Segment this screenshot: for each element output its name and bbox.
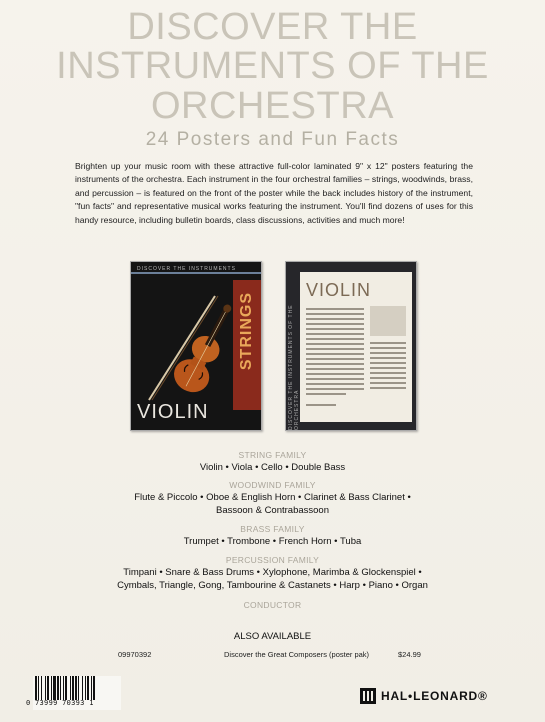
barcode-bar [60,676,61,700]
barcode-bar [75,676,77,700]
percussion-family-list-2: Cymbals, Triangle, Gong, Tambourine & Castanets • Harp • Piano • Organ [117,580,428,591]
barcode-number: 0 73999 70393 1 [26,699,94,707]
woodwind-family-list-2: Bassoon & Contrabassoon [215,505,330,516]
barcode-bar [82,676,83,700]
title-line-2: INSTRUMENTS OF THE [56,45,489,87]
poster-front-series: DISCOVER THE INSTRUMENTS [137,266,236,272]
poster-front-image [130,261,262,431]
also-available-description: Discover the Great Composers (poster pak) [224,650,370,659]
barcode-bar [70,676,71,700]
also-available-price: $24.99 [398,650,421,659]
barcode-bar [47,676,49,700]
publisher-logo [360,688,488,704]
barcode-bar [72,676,74,700]
poster-front-label: VIOLIN [137,401,209,423]
barcode-bar [91,676,92,700]
barcode-bar [51,676,52,700]
barcode-bars [33,676,121,700]
string-family-heading: STRING FAMILY [238,450,307,460]
barcode-bar [41,676,42,700]
barcode-bar [93,676,95,700]
barcode-bar [85,676,86,700]
conductor-heading: CONDUCTOR [243,600,302,610]
barcode-bar [53,676,56,700]
title-line-3: ORCHESTRA [150,85,395,127]
barcode-bar [65,676,67,700]
also-available-heading: ALSO AVAILABLE [233,631,312,642]
poster-front-stripe [131,272,261,274]
subtitle: 24 Posters and Fun Facts [145,129,400,150]
poster-front-family: STRINGS [238,292,255,371]
poster-back-side-text: DISCOVER THE INSTRUMENTS OF THE ORCHESTRA [288,304,300,430]
hal-leonard-icon [360,688,376,704]
publisher-name: HAL•LEONARD® [381,689,488,703]
barcode-bar [57,676,59,700]
brass-family-heading: BRASS FAMILY [240,524,305,534]
poster-back-image [285,261,417,431]
barcode-bar [78,676,79,700]
intro-paragraph: Brighten up your music room with these attractive full-color laminated 9" x 12" posters featuring the instruments of the orchestra. Each instrument in the four orchestral families – strings, woodwinds, brass, and percussion – is featured on the front of the poster while the back includes history of the instrument, "fun facts" and representative musical works featuring the instrument. You'll find dozens of uses for this handy resource, including bulletin boards, class discussions, activities and much more! [75,161,473,225]
percussion-family-heading: PERCUSSION FAMILY [225,555,320,565]
woodwind-family-list-1: Flute & Piccolo • Oboe & English Horn • Clarinet & Bass Clarinet • [134,492,411,503]
barcode-bar [35,676,37,700]
violin-icon [139,282,249,412]
also-available-code: 09970392 [118,650,152,659]
barcode-bar [87,676,89,700]
string-family-list: Violin • Viola • Cello • Double Bass [199,462,346,473]
poster-back-label: VIOLIN [306,280,372,300]
barcode-bar [63,676,64,700]
barcode-bar [45,676,46,700]
woodwind-family-heading: WOODWIND FAMILY [229,480,316,490]
brass-family-list: Trumpet • Trombone • French Horn • Tuba [183,536,362,547]
title-line-1: DISCOVER THE [127,6,418,48]
percussion-family-list-1: Timpani • Snare & Bass Drums • Xylophone, Marimba & Glockenspiel • [123,567,422,578]
barcode-bar [38,676,39,700]
